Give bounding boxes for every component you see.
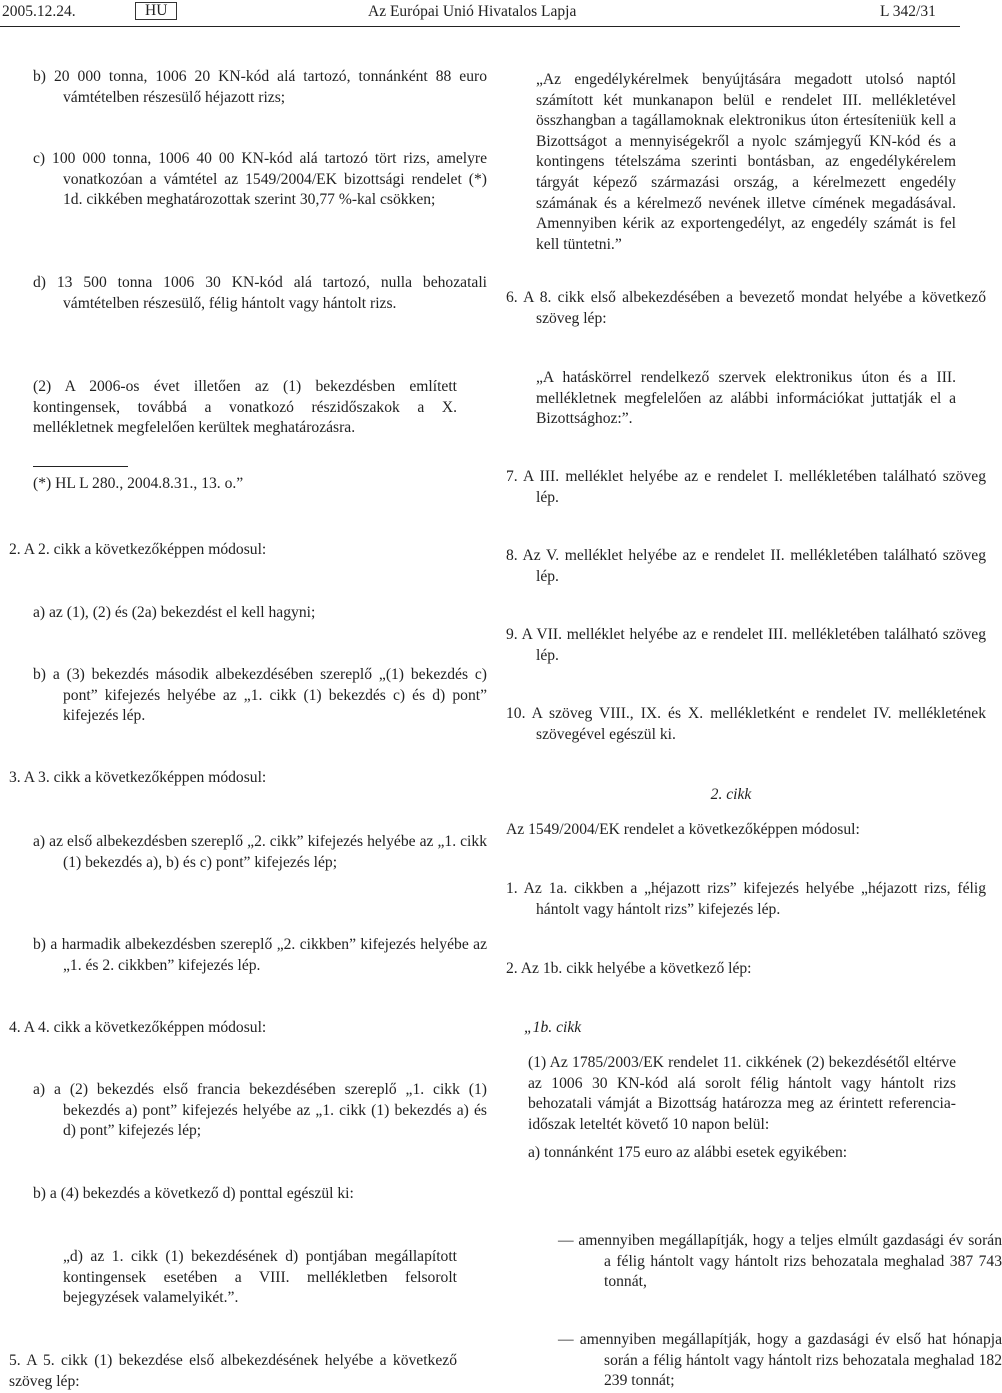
item-4b-quote: „d) az 1. cikk (1) bekezdésének d) pontjában megállapított kontingensek esetében a VIII. mellékletben felsorolt bejegyzések valamelyikét.”. [63, 1248, 457, 1307]
article-1b-point-a: a) tonnánként 175 euro az alábbi esetek egyikében: [528, 1144, 848, 1161]
item-10: 10. A szöveg VIII., IX. és X. mellékletként e rendelet IV. mellékletének szövegével egészül ki. [506, 705, 986, 743]
item-2: 2. A 2. cikk a következőképpen módosul: [9, 541, 267, 558]
footnote-rule [33, 466, 128, 467]
item-2a: a) az (1), (2) és (2a) bekezdést el kell hagyni; [33, 604, 316, 621]
quote-article-5: „Az engedélykérelmek benyújtására megadott utolsó naptól számított két munkanapon belül e rendelet III. mellékletével összhangban a tagállamoknak elektronikus úton értesíteniük kell a Bizottságot a mennyiségekről a nyolc számjegyű KN-kód és a kontingens tételszáma szerinti bontásban, az engedélykérelem tárgyát képező származási ország, a kérelmezett engedély számának és a kérelmező nevének illetve címének megadásával. Amennyiben kérik az exportengedélyt, az engedély számát is fel kell tüntetni.” [536, 71, 956, 253]
footnote: (*) HL L 280., 2004.8.31., 13. o.” [33, 475, 244, 492]
item-2b: b) a (3) bekezdés második albekezdésében szereplő „(1) bekezdés c) pont” kifejezés helyébe az „1. cikk (1) bekezdés c) és d) pont” kifejezés lép. [33, 666, 487, 725]
item-4: 4. A 4. cikk a következőképpen módosul: [9, 1019, 267, 1036]
quote-article-8: „A hatáskörrel rendelkező szervek elektronikus úton és a III. mellékletnek megfelelően az alábbi információkat juttatják el a Bizottsághoz:”. [536, 369, 956, 428]
language-badge: HU [135, 2, 177, 20]
article-2-intro: Az 1549/2004/EK rendelet a következőképpen módosul: [506, 821, 860, 838]
item-3: 3. A 3. cikk a következőképpen módosul: [9, 769, 267, 786]
article-2-item-1: 1. Az 1a. cikkben a „héjazott rizs” kifejezés helyébe „héjazott rizs, félig hántolt vagy hántolt rizs” kifejezés lép. [506, 880, 986, 918]
item-4a: a) a (2) bekezdés első francia bekezdésében szereplő „1. cikk (1) bekezdés a) pont” kifejezés helyébe az „1. cikk (1) bekezdés a) és d) pont” kifejezés lép; [33, 1081, 487, 1140]
article-1b-heading: „1b. cikk [524, 1019, 582, 1036]
left-item-c: c) 100 000 tonna, 1006 40 00 KN-kód alá tartozó tört rizs, amelyre vonatkozóan a vámtétel az 1549/2004/EK bizottsági rendelet (*) 1d. cikkében meghatározottak szerint 30,77 %-kal csökken; [33, 150, 487, 209]
point-a-dash-2: — amennyiben megállapítják, hogy a gazdasági év első hat hónapja során a félig hántolt vagy hántolt rizs behozatala meghalad 182 239 tonnát; [558, 1331, 1002, 1390]
item-7: 7. A III. melléklet helyébe az e rendelet I. mellékletében található szöveg lép. [506, 468, 986, 506]
left-item-b: b) 20 000 tonna, 1006 20 KN-kód alá tartozó, tonnánként 88 euro vámtételben részesülő héjazott rizs; [33, 68, 487, 106]
item-5: 5. A 5. cikk (1) bekezdése első albekezdésének helyébe a következő szöveg lép: [9, 1352, 457, 1390]
item-9: 9. A VII. melléklet helyébe az e rendelet III. mellékletében található szöveg lép. [506, 626, 986, 664]
item-3a: a) az első albekezdésben szereplő „2. cikk” kifejezés helyébe az „1. cikk (1) bekezdés a), b) és c) pont” kifejezés lép; [33, 833, 487, 871]
page-header [0, 0, 960, 26]
item-3b: b) a harmadik albekezdésben szereplő „2. cikkben” kifejezés helyébe az „1. és 2. cikkben” kifejezés lép. [33, 936, 487, 974]
page-reference: L 342/31 [880, 3, 936, 20]
left-paragraph-2: (2) A 2006-os évet illetően az (1) bekezdésben említett kontingensek, továbbá a vonatkozó részidőszakok a X. mellékletnek megfelelően kerültek meghatározásra. [33, 378, 457, 437]
left-item-d: d) 13 500 tonna 1006 30 KN-kód alá tartozó, nulla behozatali vámtételben részesülő, félig hántolt vagy hántolt rizs. [33, 274, 487, 312]
header-date: 2005.12.24. [2, 3, 76, 20]
point-a-dash-1: — amennyiben megállapítják, hogy a teljes elmúlt gazdasági év során a félig hántolt vagy hántolt rizs behozatala meghalad 387 743 tonnát, [558, 1232, 1002, 1291]
article-1b-paragraph-1: (1) Az 1785/2003/EK rendelet 11. cikkének (2) bekezdésétől eltérve az 1006 30 KN-kód alá sorolt félig hántolt vagy hántolt rizs behozatali vámját a Bizottság határozza meg az érintett referencia-időszak leteltét követő 10 napon belül: [528, 1054, 956, 1133]
item-8: 8. Az V. melléklet helyébe az e rendelet II. mellékletében található szöveg lép. [506, 547, 986, 585]
item-6: 6. A 8. cikk első albekezdésében a bevezető mondat helyébe a következő szöveg lép: [506, 289, 986, 327]
item-4b: b) a (4) bekezdés a következő d) ponttal egészül ki: [33, 1185, 354, 1202]
article-2-heading: 2. cikk [710, 786, 752, 803]
header-rule [0, 26, 960, 27]
journal-title: Az Európai Unió Hivatalos Lapja [368, 3, 577, 20]
article-2-item-2: 2. Az 1b. cikk helyébe a következő lép: [506, 960, 752, 977]
